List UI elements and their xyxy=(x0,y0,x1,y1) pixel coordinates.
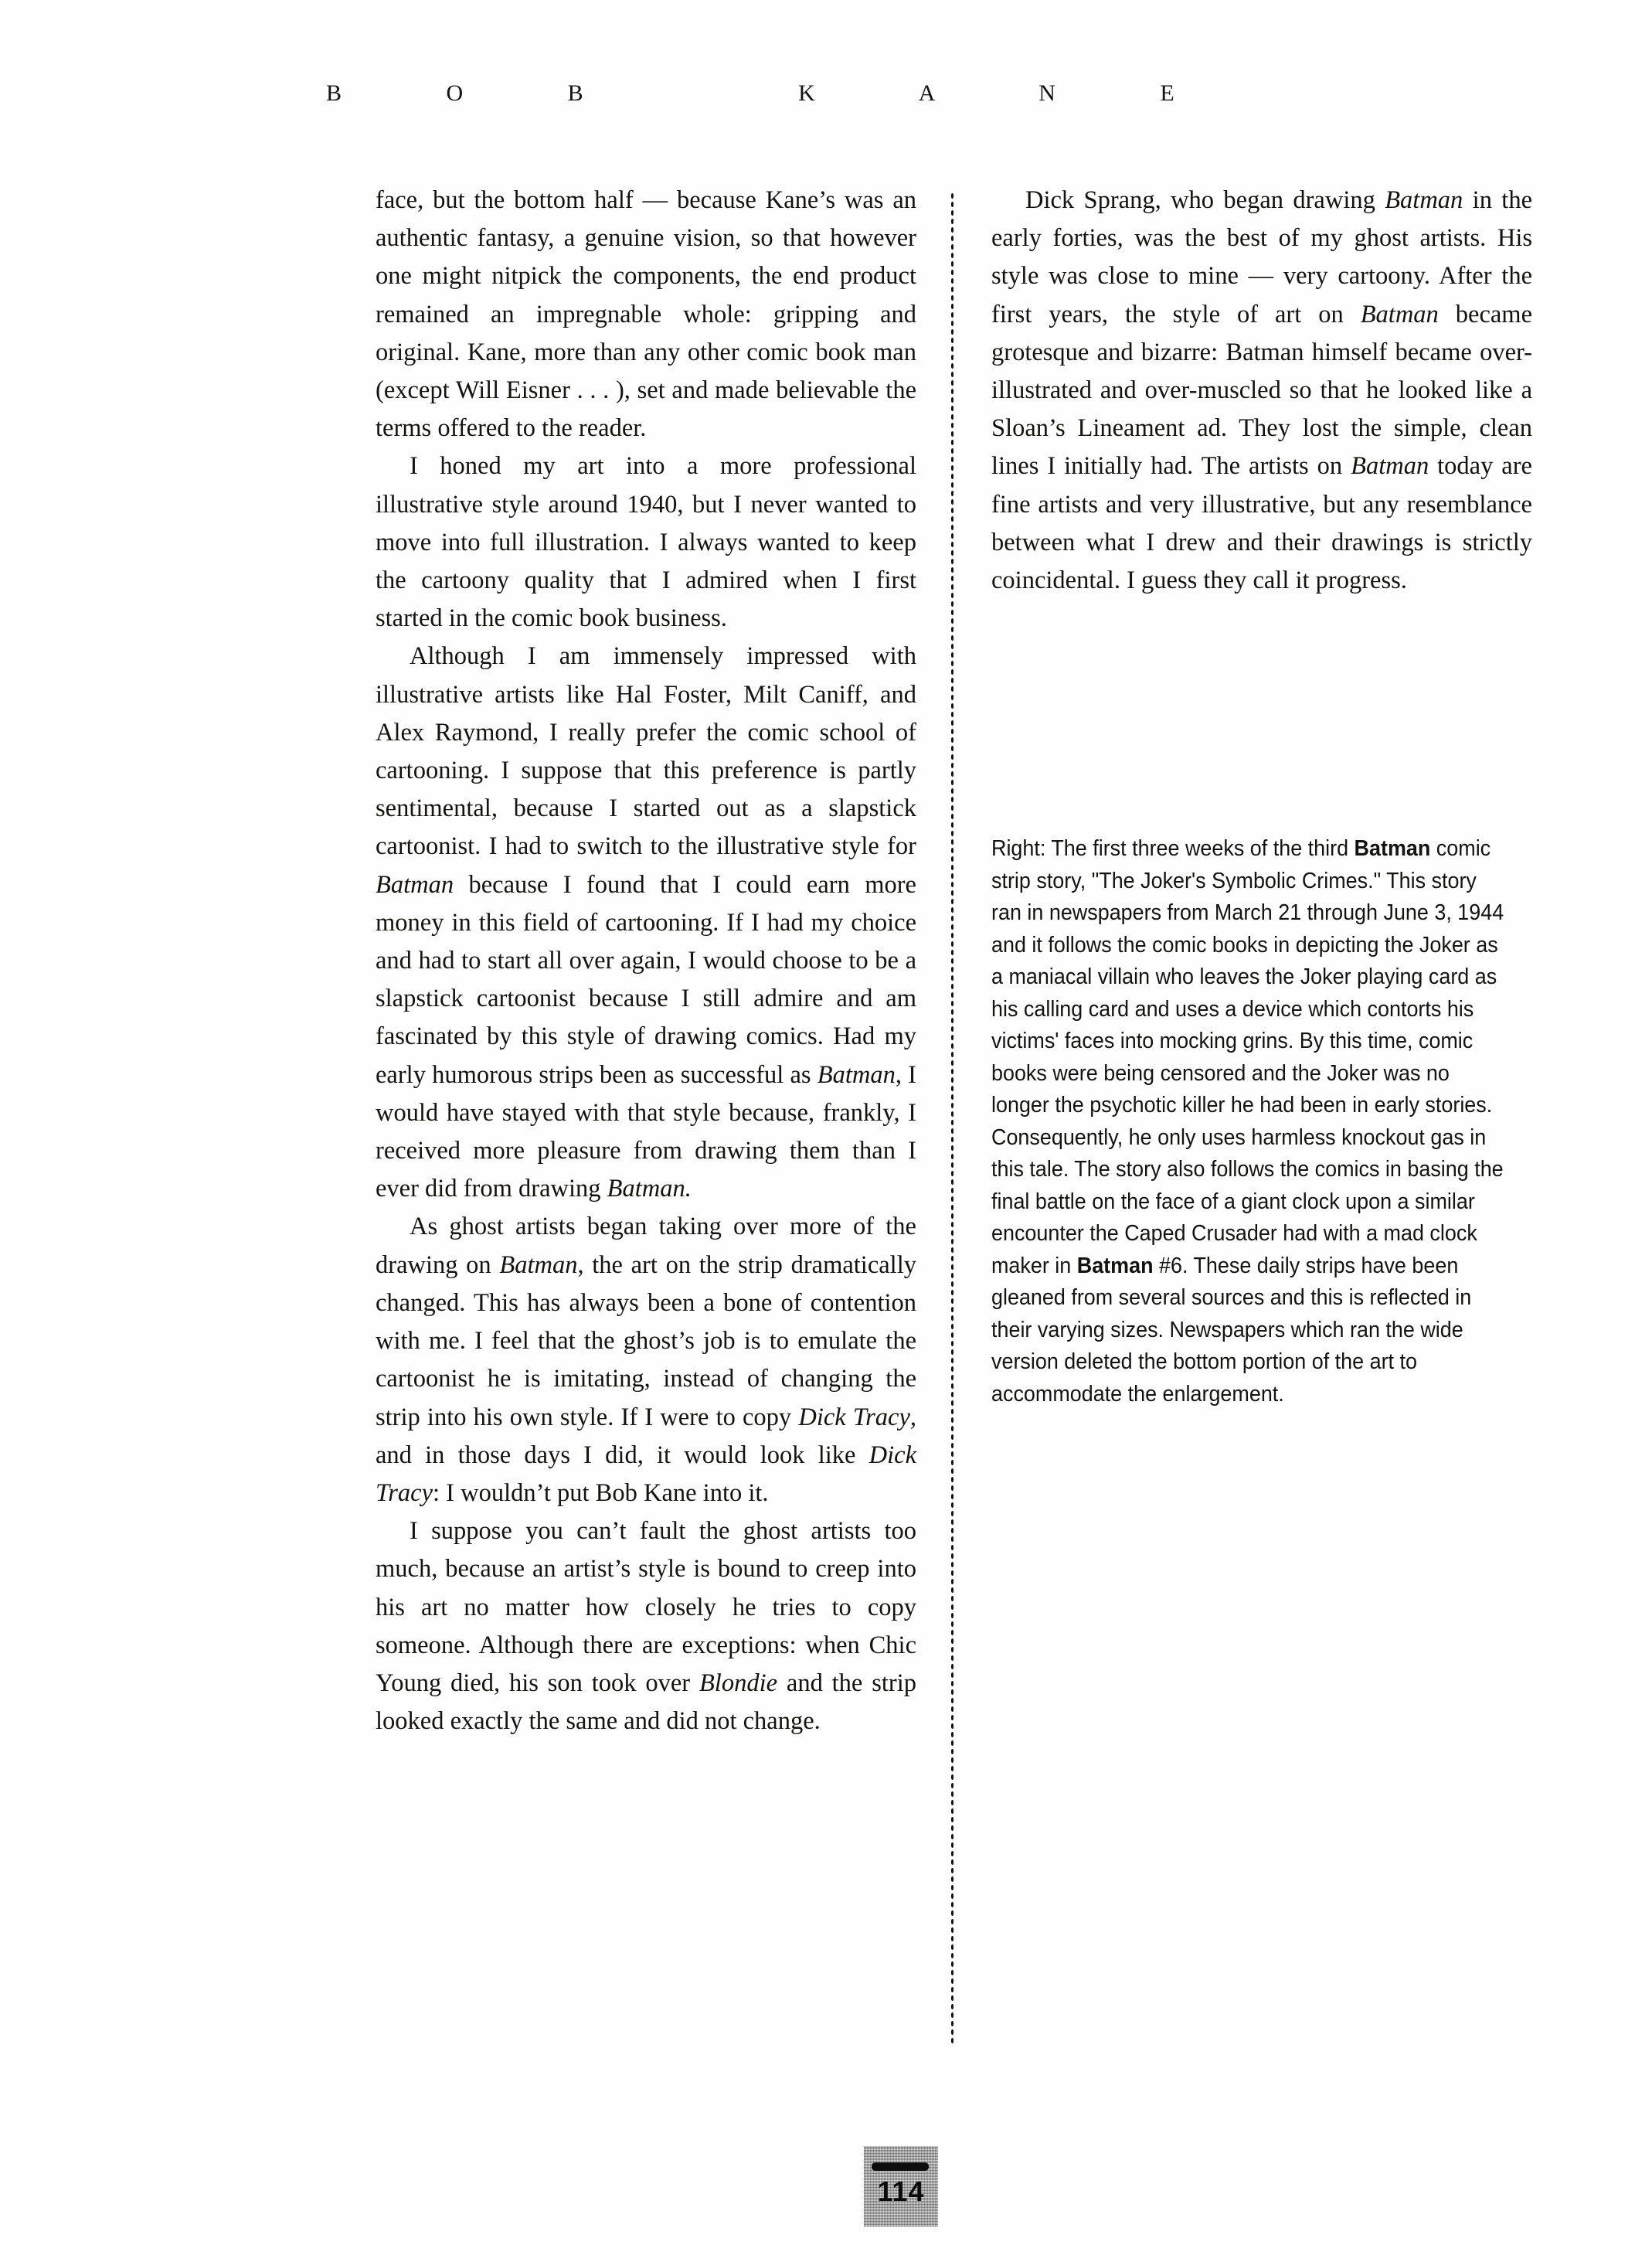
bold-title: Batman xyxy=(1354,836,1431,861)
italic-title: Batman xyxy=(817,1060,896,1089)
text-run: I suppose you can’t fault the ghost artists too much, because an artist’s style is bound to creep into his art no matter how closely he tries to copy someone. Although there are exceptions: when Chic Young died, his son took over xyxy=(376,1517,916,1697)
italic-title: Batman. xyxy=(607,1175,692,1203)
text-run: today are fine artists and very illustrative, but any resemblance between what I drew and their drawings is strictly coincidental. I guess they call it progress. xyxy=(991,452,1532,595)
text-run: became grotesque and bizarre: Batman himself became over-illustrated and over-muscled so that he looked like a Sloan’s Lineament ad. They lost the simple, clean lines I initially had. The artists on xyxy=(991,300,1533,481)
page-number: 114 xyxy=(877,2175,925,2207)
running-head-text: B O B K A N E xyxy=(326,80,1224,106)
text-run: , the art on the strip dramatically changed. This has always been a bone of contention with me. I feel that the ghost’s job is to emulate the cartoonist he is imitating, instead of changing the strip into his own style. If I were to copy xyxy=(376,1250,916,1431)
text-run: because I found that I could earn more money in this field of cartooning. If I had my choice and had to start all over again, I would choose to be a slapstick cartoonist because I still admire and am fascinated by this style of drawing comics. Had my early humorous strips been as successful as xyxy=(376,870,916,1089)
italic-title: Batman xyxy=(1360,300,1439,328)
text-run: : I wouldn’t put Bob Kane into it. xyxy=(433,1478,769,1507)
folio-rule xyxy=(872,2162,929,2171)
text-run: Although I am immensely impressed with illustrative artists like Hal Foster, Milt Caniff, and Alex Raymond, I really prefer the comic school of cartooning. I suppose that this preference is partly sentimental, because I started out as a slapstick cartoonist. I had to switch to the illustrative style for xyxy=(376,642,916,861)
para-ghost-artists xyxy=(376,1208,916,1512)
right-text-column xyxy=(991,182,1532,600)
italic-title: Batman xyxy=(376,870,454,899)
italic-title: Batman xyxy=(1385,186,1463,214)
text-run: I honed my art into a more professional illustrative style around 1940, but I never wanted to move into full illustration. I always wanted to keep the cartoony quality that I admired when I first started in the comic book business. xyxy=(376,452,916,633)
italic-title: Dick Tracy xyxy=(798,1403,910,1431)
text-run: and the strip looked exactly the same and did not change. xyxy=(376,1669,916,1736)
italic-title: Batman xyxy=(499,1250,578,1279)
para-dick-sprang xyxy=(991,182,1532,600)
para-honed-my-art xyxy=(376,447,916,638)
left-text-column xyxy=(376,182,916,1740)
text-run: Right: The first three weeks of the third xyxy=(991,836,1355,861)
para-face-bottom-half xyxy=(376,182,916,447)
bold-title: Batman xyxy=(1076,1253,1154,1278)
italic-title: Dick Tracy xyxy=(376,1441,916,1507)
column-divider-dotted-rule xyxy=(950,192,954,2046)
text-run: As ghost artists began taking over more of the drawing on xyxy=(376,1213,916,1279)
text-run: face, but the bottom half — because Kane’s was an authentic fantasy, a genuine vision, so that however one might nitpick the components, the end product remained an impregnable whole: gripping and original. Kane, more than any other comic book man (except Will Eisner . . . ), set and made believable the terms offered to the reader. xyxy=(376,186,916,443)
text-run: in the early forties, was the best of my ghost artists. His style was close to mine — very cartoony. After the first years, the style of art on xyxy=(991,186,1532,328)
italic-title: Blondie xyxy=(699,1669,778,1697)
running-head xyxy=(325,80,1561,124)
para-cant-fault-ghosts xyxy=(376,1512,916,1740)
para-although-impressed xyxy=(376,638,916,1208)
text-run: , I would have stayed with that style because, frankly, I received more pleasure from drawing them than I ever did from drawing xyxy=(376,1060,916,1203)
text-run: #6. These daily strips have been gleaned from several sources and this is reflected in their varying sizes. Newspapers which ran the wide version deleted the bottom portion of the art to accommodate the enlargement. xyxy=(991,1253,1472,1407)
italic-title: Batman xyxy=(1351,452,1429,481)
page-folio xyxy=(864,2146,938,2226)
text-run: comic strip story, "The Joker's Symbolic Crimes." This story ran in newspapers from March 21 through June 3, 1944 and it follows the comic books in depicting the Joker as a maniacal villain who leaves the Joker playing card as his calling card and uses a device which contorts his victims' faces into mocking grins. By this time, comic books were being censored and the Joker was no longer the psychotic killer he had been in early stories. Consequently, he only uses harmless knockout gas in this tale. The story also follows the comics in basing the final battle on the face of a giant clock upon a similar encounter the Caped Crusader had with a mad clock maker in xyxy=(991,836,1504,1278)
text-run: Dick Sprang, who began drawing xyxy=(1025,186,1385,214)
figure-caption xyxy=(991,833,1511,1410)
figure-caption-block xyxy=(991,833,1542,1410)
text-run: , and in those days I did, it would look like xyxy=(376,1403,917,1469)
